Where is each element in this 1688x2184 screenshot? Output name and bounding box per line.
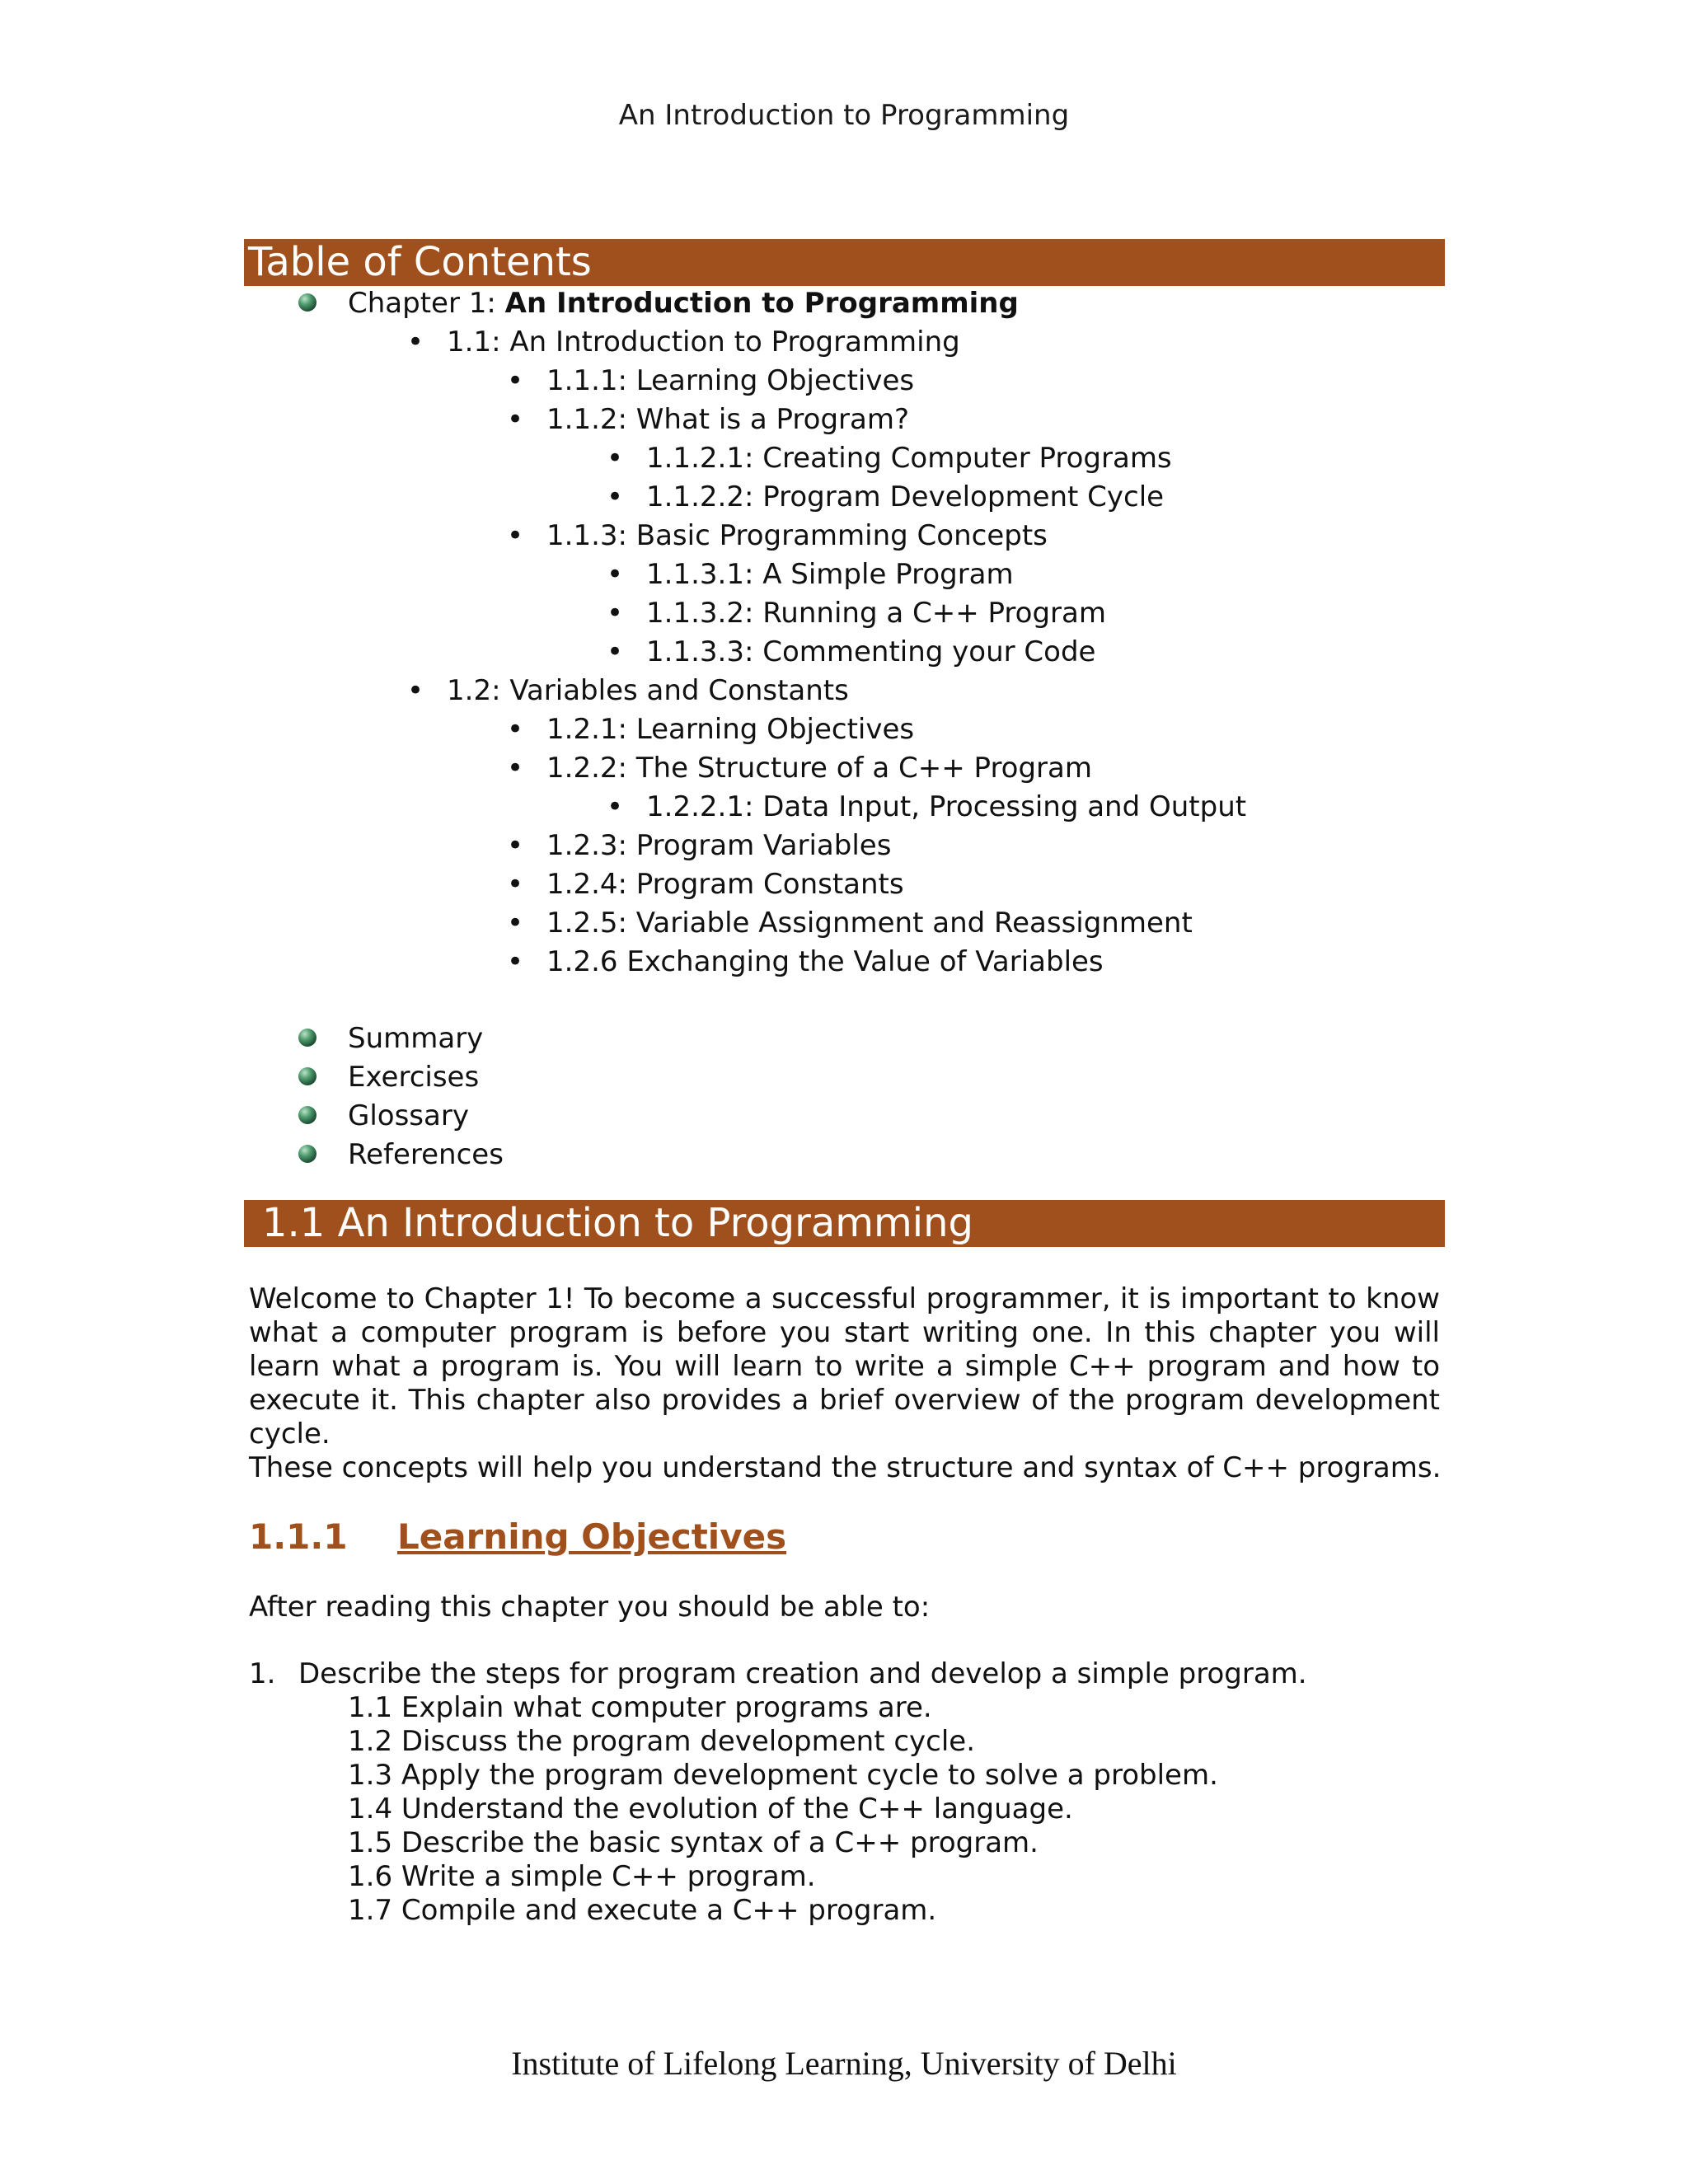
toc-entry[interactable] — [506, 945, 1104, 978]
bullet-icon: • — [606, 597, 624, 630]
toc-references[interactable] — [348, 1138, 504, 1171]
toc-entry-label: 1.2.3: Program Variables — [546, 829, 892, 862]
objectives-number: 1.1.1 — [249, 1516, 348, 1557]
toc-entry[interactable] — [506, 829, 892, 862]
toc-entry[interactable] — [606, 558, 1014, 591]
toc-extra-label: Exercises — [348, 1061, 480, 1094]
toc-entry-label: 1.2.5: Variable Assignment and Reassignment — [546, 907, 1193, 940]
toc-entry[interactable] — [506, 519, 1048, 552]
toc-chapter-title: An Introduction to Programming — [504, 287, 1019, 320]
bullet-ball-icon — [298, 1106, 316, 1124]
toc-entry-label: 1.2.4: Program Constants — [546, 868, 904, 901]
page-footer: Institute of Lifelong Learning, University of Delhi — [511, 2045, 1177, 2082]
toc-entry[interactable] — [506, 713, 915, 746]
toc-entry-label: 1.2.2: The Structure of a C++ Program — [546, 752, 1092, 785]
objectives-heading-link[interactable]: Learning Objectives — [397, 1516, 787, 1557]
toc-entry-label: 1.1.2: What is a Program? — [546, 403, 910, 436]
bullet-icon: • — [406, 674, 424, 707]
bullet-icon: • — [506, 907, 524, 940]
toc-entry[interactable] — [506, 364, 915, 397]
bullet-icon: • — [506, 945, 524, 978]
toc-entry-label: 1.2.1: Learning Objectives — [546, 713, 915, 746]
bullet-icon: • — [506, 713, 524, 746]
toc-exercises[interactable] — [348, 1061, 479, 1094]
bullet-ball-icon — [298, 1067, 316, 1085]
objective-subitem: 1.2 Discuss the program development cycle. — [348, 1725, 976, 1758]
toc-entry-label: 1.2.6 Exchanging the Value of Variables — [546, 945, 1104, 978]
toc-entry-label: 1.1.3.3: Commenting your Code — [646, 635, 1096, 668]
toc-entry[interactable] — [606, 480, 1165, 513]
toc-extra-label: Summary — [348, 1022, 484, 1055]
toc-chapter-prefix: Chapter 1: — [348, 287, 505, 320]
toc-entry-label: 1.2: Variables and Constants — [447, 674, 849, 707]
objective-number: 1. — [249, 1657, 276, 1690]
toc-entry-label: 1.1: An Introduction to Programming — [447, 326, 960, 359]
toc-entry[interactable] — [606, 442, 1172, 475]
bullet-ball-icon — [298, 1145, 316, 1163]
intro-paragraph-2: These concepts will help you understand the structure and syntax of C++ programs. — [249, 1451, 1442, 1484]
bullet-icon: • — [606, 480, 624, 513]
bullet-icon: • — [606, 442, 624, 475]
bullet-icon: • — [606, 790, 624, 823]
toc-entry[interactable] — [406, 326, 960, 359]
toc-entry[interactable] — [506, 868, 904, 901]
toc-entry[interactable] — [506, 907, 1193, 940]
toc-extra-label: Glossary — [348, 1099, 469, 1132]
bullet-ball-icon — [298, 1029, 316, 1047]
bullet-icon: • — [606, 635, 624, 668]
bullet-ball-icon — [298, 293, 316, 312]
toc-entry[interactable] — [606, 635, 1096, 668]
page-header: An Introduction to Programming — [618, 99, 1070, 132]
toc-entry-label: 1.1.3.2: Running a C++ Program — [646, 597, 1106, 630]
bullet-icon: • — [506, 403, 524, 436]
toc-glossary[interactable] — [348, 1099, 469, 1132]
intro-paragraph: Welcome to Chapter 1! To become a successful programmer, it is important to know what a computer program is before you start writing one. In this chapter you will learn what a program is. You will learn to write a simple C++ program and how to execute it. This chapter also provides a brief overview of the program development cycle. — [249, 1282, 1440, 1451]
objective-subitem: 1.5 Describe the basic syntax of a C++ program. — [348, 1826, 1039, 1859]
toc-extra-label: References — [348, 1138, 504, 1171]
toc-entry-label: 1.1.3.1: A Simple Program — [646, 558, 1014, 591]
bullet-icon: • — [506, 519, 524, 552]
toc-title-bar: Table of Contents — [244, 239, 1445, 286]
bullet-icon: • — [506, 752, 524, 785]
objective-subitem: 1.6 Write a simple C++ program. — [348, 1860, 816, 1893]
toc-entry-label: 1.1.1: Learning Objectives — [546, 364, 915, 397]
objective-item: Describe the steps for program creation and develop a simple program. — [298, 1657, 1307, 1690]
toc-entry[interactable] — [606, 597, 1106, 630]
bullet-icon: • — [506, 868, 524, 901]
toc-entry[interactable] — [606, 790, 1247, 823]
toc-entry[interactable] — [506, 403, 910, 436]
toc-entry-label: 1.1.3: Basic Programming Concepts — [546, 519, 1048, 552]
objectives-intro: After reading this chapter you should be able to: — [249, 1591, 931, 1624]
toc-entry-label: 1.1.2.1: Creating Computer Programs — [646, 442, 1172, 475]
objective-subitem: 1.7 Compile and execute a C++ program. — [348, 1894, 937, 1927]
toc-entry[interactable] — [506, 752, 1092, 785]
objective-subitem: 1.1 Explain what computer programs are. — [348, 1691, 932, 1724]
toc-chapter-1[interactable] — [348, 287, 1019, 320]
toc-entry-label: 1.1.2.2: Program Development Cycle — [646, 480, 1165, 513]
toc-entry-label: 1.2.2.1: Data Input, Processing and Output — [646, 790, 1247, 823]
toc-entry[interactable] — [406, 674, 849, 707]
bullet-icon: • — [506, 364, 524, 397]
bullet-icon: • — [606, 558, 624, 591]
section-title-bar: 1.1 An Introduction to Programming — [244, 1200, 1445, 1247]
toc-summary[interactable] — [348, 1022, 483, 1055]
bullet-icon: • — [506, 829, 524, 862]
objective-subitem: 1.3 Apply the program development cycle to solve a problem. — [348, 1759, 1218, 1792]
bullet-icon: • — [406, 326, 424, 359]
objective-subitem: 1.4 Understand the evolution of the C++ language. — [348, 1793, 1073, 1825]
